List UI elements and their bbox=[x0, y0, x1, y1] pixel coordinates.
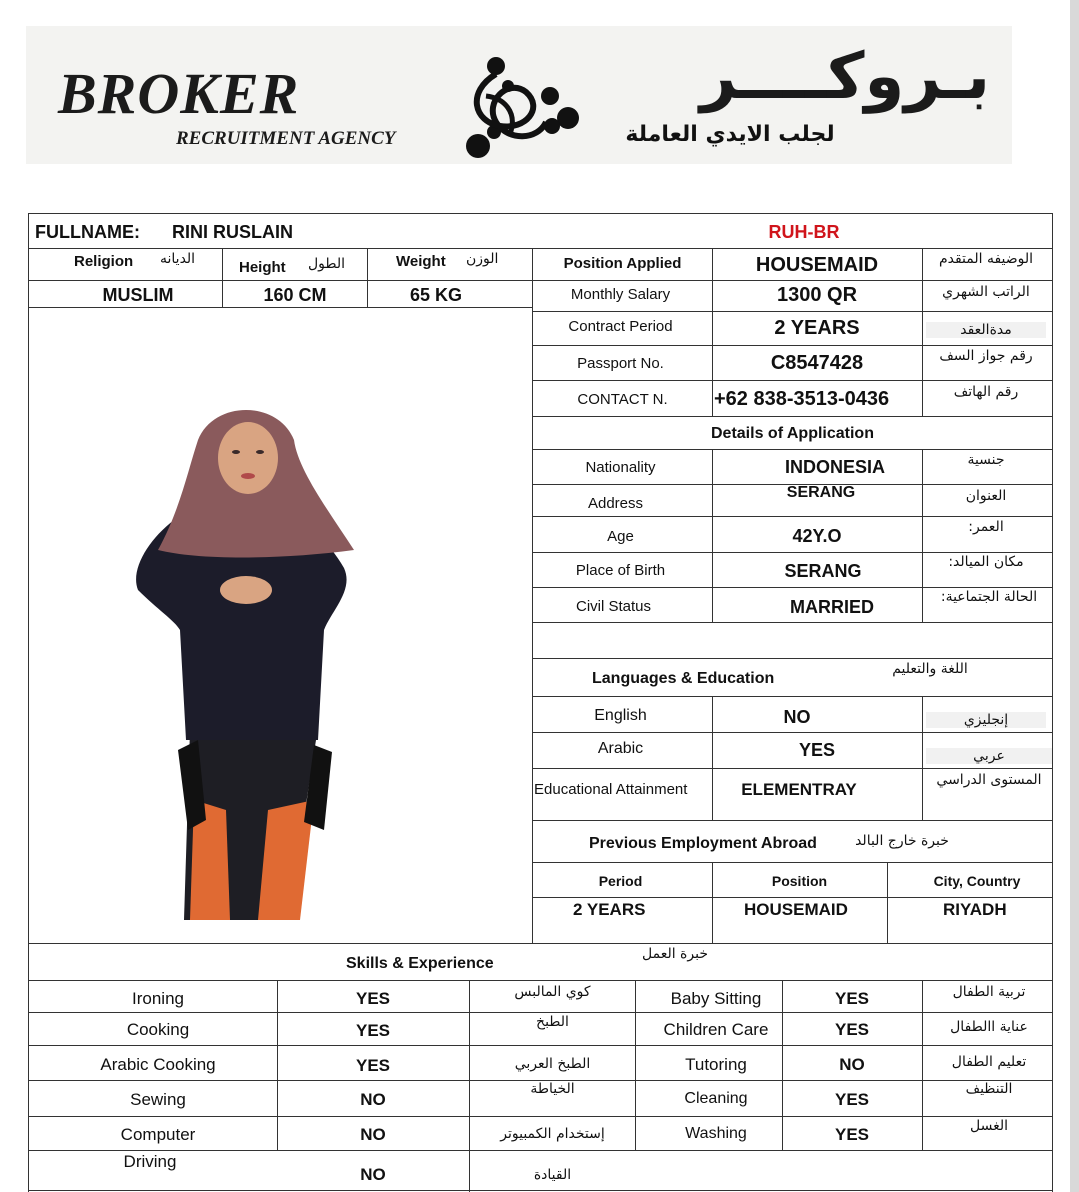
weight-label: Weight bbox=[396, 253, 446, 270]
row-line bbox=[28, 1045, 1053, 1046]
detail-value: 42Y.O bbox=[792, 526, 842, 546]
detail-ar: العنوان bbox=[965, 488, 1007, 504]
logo-tagline-ar: لجلب الايدي العاملة bbox=[625, 122, 835, 147]
employment-title-ar: خبرة خارج البالد bbox=[855, 833, 949, 849]
language-value: YES bbox=[798, 740, 836, 760]
col-line bbox=[367, 248, 368, 307]
language-ar: إنجليزي bbox=[926, 712, 1046, 728]
skill-label: Washing bbox=[685, 1125, 747, 1142]
skill-value: NO bbox=[839, 1055, 865, 1074]
reference-code: RUH-BR bbox=[768, 222, 840, 242]
row-line bbox=[28, 1150, 1053, 1151]
job-value: 1300 QR bbox=[776, 284, 858, 306]
col-line bbox=[222, 248, 223, 307]
skill-ar: تربية الطفال bbox=[952, 984, 1026, 1000]
detail-label: Address bbox=[587, 495, 644, 512]
col-line bbox=[922, 248, 923, 416]
detail-ar: جنسية bbox=[967, 452, 1005, 468]
detail-value: SERANG bbox=[784, 561, 862, 581]
skill-ar: عناية االطفال bbox=[950, 1019, 1028, 1035]
job-value: +62 838-3513-0436 bbox=[714, 388, 890, 410]
skill-label: Sewing bbox=[130, 1090, 186, 1109]
skill-value: YES bbox=[834, 989, 870, 1008]
frame-top bbox=[28, 213, 1053, 214]
job-value: 2 YEARS bbox=[774, 317, 860, 339]
skill-ar: التنظيف bbox=[965, 1081, 1013, 1097]
detail-ar: العمر: bbox=[968, 519, 1004, 535]
job-ar: رقم الهاتف bbox=[953, 384, 1019, 400]
candidate-photo bbox=[118, 400, 358, 920]
job-value: HOUSEMAID bbox=[755, 254, 879, 276]
row-line bbox=[532, 768, 1053, 769]
logo-name-ar: بـروكــــر bbox=[699, 40, 990, 114]
skill-value: YES bbox=[355, 989, 391, 1008]
employment-city: RIYADH bbox=[943, 900, 1007, 919]
row-line bbox=[532, 345, 1053, 346]
detail-value: SERANG bbox=[786, 484, 856, 501]
language-label: Arabic bbox=[597, 740, 644, 757]
fullname-label: FULLNAME: bbox=[35, 222, 140, 242]
religion-label: Religion bbox=[74, 253, 134, 270]
skill-label: Driving bbox=[123, 1152, 177, 1171]
job-ar: مدةالعقد bbox=[926, 322, 1046, 338]
job-label: Passport No. bbox=[577, 355, 664, 372]
logo-tagline-en: RECRUITMENT AGENCY bbox=[176, 128, 396, 149]
detail-label: Nationality bbox=[585, 459, 656, 476]
height-value: 160 CM bbox=[263, 285, 327, 305]
skill-value: YES bbox=[834, 1090, 870, 1109]
weight-value: 65 KG bbox=[410, 285, 463, 305]
row-line bbox=[532, 587, 1053, 588]
skill-ar: تعليم الطفال bbox=[951, 1054, 1027, 1070]
job-label: Contract Period bbox=[568, 318, 673, 335]
row-line bbox=[28, 943, 1053, 944]
page-edge bbox=[1070, 0, 1079, 1192]
row-line bbox=[532, 732, 1053, 733]
col-line bbox=[922, 696, 923, 820]
detail-label: Civil Status bbox=[575, 598, 652, 615]
logo-emblem-icon bbox=[456, 52, 586, 164]
row-line bbox=[532, 897, 1053, 898]
detail-ar: الحالة الجتماعية: bbox=[940, 589, 1038, 605]
skill-ar: كوي المالبس bbox=[514, 984, 591, 1000]
col-line bbox=[635, 980, 636, 1150]
employment-position: HOUSEMAID bbox=[744, 900, 848, 919]
detail-ar: مكان الميالد: bbox=[948, 554, 1024, 570]
row-line bbox=[532, 380, 1053, 381]
skill-value: NO bbox=[360, 1090, 386, 1109]
row-line bbox=[532, 622, 1053, 623]
employment-period: 2 YEARS bbox=[573, 900, 646, 919]
languages-title-ar: اللغة والتعليم bbox=[892, 661, 968, 677]
education-label: Educational Attainment bbox=[534, 781, 688, 798]
skill-ar: الغسل bbox=[969, 1118, 1008, 1134]
job-ar: رقم جواز السف bbox=[939, 348, 1033, 364]
height-label: Height bbox=[239, 259, 286, 276]
skill-value: NO bbox=[360, 1165, 386, 1184]
row-line bbox=[532, 416, 1053, 417]
detail-label: Age bbox=[607, 528, 634, 545]
col-line bbox=[532, 248, 533, 943]
language-value: NO bbox=[783, 707, 811, 727]
skill-ar: الطبخ العربي bbox=[514, 1056, 591, 1072]
row-line bbox=[28, 980, 1053, 981]
details-title: Details of Application bbox=[711, 425, 874, 442]
skill-value: YES bbox=[834, 1125, 870, 1144]
row-line bbox=[532, 552, 1053, 553]
skill-label: Tutoring bbox=[685, 1055, 747, 1074]
frame-bottom bbox=[28, 1190, 1053, 1191]
skill-value: NO bbox=[360, 1125, 386, 1144]
skill-ar: الطبخ bbox=[536, 1014, 569, 1030]
skill-ar: القيادة bbox=[533, 1167, 572, 1183]
skills-title-ar: خبرة العمل bbox=[642, 946, 708, 962]
height-ar: الطول bbox=[308, 256, 346, 272]
row-line bbox=[532, 516, 1053, 517]
row-line bbox=[28, 248, 1053, 249]
religion-ar: الديانه bbox=[160, 251, 196, 267]
row-line bbox=[532, 449, 1053, 450]
skill-label: Arabic Cooking bbox=[100, 1055, 216, 1074]
detail-label: Place of Birth bbox=[575, 562, 666, 579]
weight-ar: الوزن bbox=[466, 251, 499, 267]
skill-label: Baby Sitting bbox=[670, 989, 762, 1008]
skill-ar: الخياطة bbox=[530, 1081, 575, 1097]
education-value: ELEMENTRAY bbox=[741, 780, 857, 799]
skill-value: YES bbox=[834, 1020, 870, 1039]
employment-header-position: Position bbox=[771, 873, 828, 889]
logo-name-en: BROKER bbox=[58, 61, 300, 126]
row-line bbox=[532, 696, 1053, 697]
job-value: C8547428 bbox=[770, 352, 864, 374]
row-line bbox=[28, 280, 1053, 281]
skills-title: Skills & Experience bbox=[346, 955, 494, 972]
row-line bbox=[28, 1116, 1053, 1117]
employment-header-city: City, Country bbox=[933, 873, 1021, 889]
detail-value: INDONESIA bbox=[784, 457, 885, 477]
language-label: English bbox=[594, 707, 647, 724]
skill-label: Ironing bbox=[132, 989, 184, 1008]
religion-value: MUSLIM bbox=[102, 285, 174, 305]
languages-title: Languages & Education bbox=[592, 670, 775, 687]
skill-value: YES bbox=[355, 1056, 391, 1075]
skill-label: Cooking bbox=[126, 1020, 190, 1039]
row-line bbox=[28, 307, 533, 308]
detail-value: MARRIED bbox=[790, 597, 874, 617]
skill-label: Children Care bbox=[663, 1020, 769, 1039]
language-ar: عربي bbox=[926, 748, 1052, 764]
job-ar: الراتب الشهري bbox=[942, 284, 1030, 300]
employment-title: Previous Employment Abroad bbox=[589, 835, 817, 852]
fullname-value: RINI RUSLAIN bbox=[172, 222, 293, 242]
skill-value: YES bbox=[355, 1021, 391, 1040]
skill-label: Computer bbox=[120, 1125, 196, 1144]
education-ar: المستوى الدراسي bbox=[936, 772, 1042, 788]
job-label: CONTACT N. bbox=[577, 391, 668, 408]
employment-header-period: Period bbox=[598, 873, 643, 889]
row-line bbox=[532, 311, 1053, 312]
job-ar: الوضيفه المتقدم bbox=[938, 251, 1034, 267]
job-label: Monthly Salary bbox=[570, 286, 671, 303]
row-line bbox=[532, 658, 1053, 659]
job-label: Position Applied bbox=[563, 255, 682, 272]
skill-label: Cleaning bbox=[684, 1090, 748, 1107]
row-line bbox=[532, 862, 1053, 863]
row-line bbox=[532, 820, 1053, 821]
col-line bbox=[922, 980, 923, 1150]
skill-ar: إستخدام الكمبيوتر bbox=[500, 1126, 605, 1142]
row-line bbox=[28, 1012, 1053, 1013]
